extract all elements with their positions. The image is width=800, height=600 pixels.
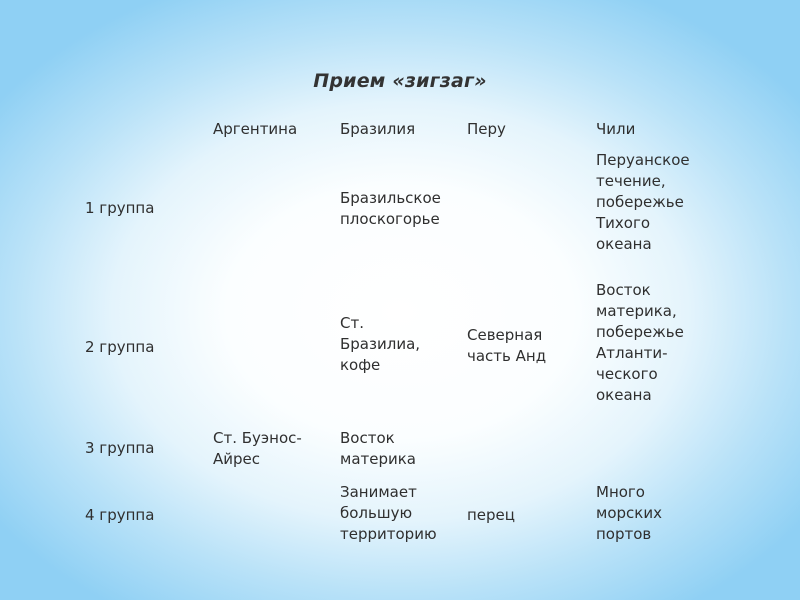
cell-group2-chile: Восток материка, побережье Атланти- ческого океана: [596, 281, 684, 404]
column-header-chile: Чили: [596, 120, 636, 138]
cell-group3-brazil: Восток материка: [340, 429, 416, 468]
column-header-argentina: Аргентина: [213, 120, 298, 138]
cell-group4-chile: Много морских портов: [596, 483, 662, 543]
column-header-brazil: Бразилия: [340, 120, 416, 138]
cell-group3-argentina: Ст. Буэнос- Айрес: [213, 429, 302, 468]
row-label-group-1: 1 группа: [85, 199, 155, 217]
cell-group4-peru: перец: [467, 506, 515, 524]
cell-group2-brazil: Ст. Бразилиа, кофе: [340, 314, 421, 374]
cell-group2-peru: Северная часть Анд: [467, 326, 547, 365]
cell-group1-chile: Перуанское течение, побережье Тихого океана: [596, 151, 690, 253]
cell-group1-brazil: Бразильское плоскогорье: [340, 189, 441, 228]
column-header-peru: Перу: [467, 120, 506, 138]
row-label-group-2: 2 группа: [85, 338, 155, 356]
row-label-group-3: 3 группа: [85, 439, 155, 457]
cell-group4-brazil: Занимает большую территорию: [340, 483, 437, 543]
slide-title: Прием «зигзаг»: [313, 70, 487, 92]
row-label-group-4: 4 группа: [85, 506, 155, 524]
